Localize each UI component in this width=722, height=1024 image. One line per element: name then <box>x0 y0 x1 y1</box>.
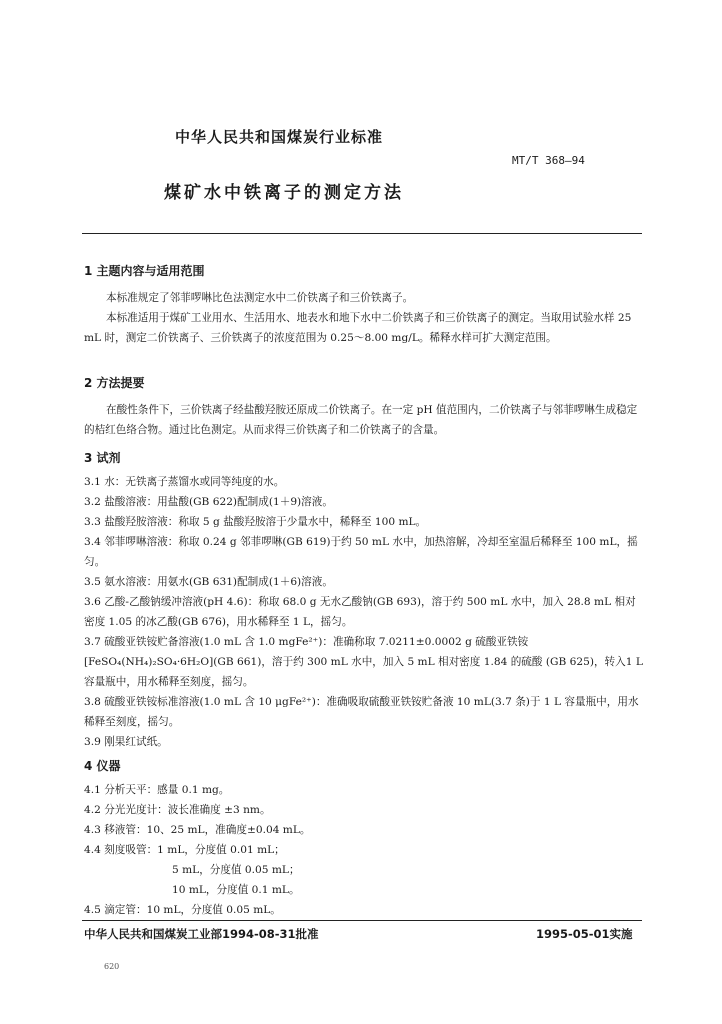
item-4-1: 4.1 分析天平：感量 0.1 mg。 <box>84 784 230 796</box>
item-3-4: 3.4 邻菲啰啉溶液：称取 0.24 g 邻菲啰啉(GB 619)于约 50 mL 水中，加热溶解，冷却至室温后稀释至 100 mL，摇匀。 <box>84 536 638 568</box>
section-4-items <box>84 780 644 920</box>
footer-rule <box>82 920 642 921</box>
implementation-date: 1995-05-01实施 <box>536 927 633 941</box>
item-3-7: 3.7 硫酸亚铁铵贮备溶液(1.0 mL 含 1.0 mgFe²⁺)：准确称取 7.0211±0.0002 g 硫酸亚铁铵 [FeSO₄(NH₄)₂SO₄·6H₂O](GB 661)，溶于约 300 mL 水中，加入 5 mL 相对密度 1.84 的硫酸 (GB 625)，转入1 L容量瓶中，用水稀释至刻度，摇匀。 <box>84 636 643 688</box>
section-2-para-1: 在酸性条件下，三价铁离子经盐酸羟胺还原成二价铁离子。在一定 pH 值范围内，二价铁离子与邻菲啰啉生成稳定的桔红色络合物。通过比色测定。从而求得三价铁离子和二价铁离子的含量。 <box>84 404 638 436</box>
section-2-body <box>84 400 644 440</box>
item-4-2: 4.2 分光光度计：波长准确度 ±3 nm。 <box>84 804 271 816</box>
item-4-5: 4.5 滴定管：10 mL，分度值 0.05 mL。 <box>84 904 281 916</box>
item-3-1: 3.1 水：无铁离子蒸馏水或同等纯度的水。 <box>84 476 285 488</box>
industry-standard-title: 中华人民共和国煤炭行业标准 <box>175 128 384 146</box>
item-4-4-line-3: 10 mL，分度值 0.1 mL。 <box>172 884 300 896</box>
approval-line: 中华人民共和国煤炭工业部1994-08-31批准 <box>84 927 319 941</box>
section-1-para-1: 本标准规定了邻菲啰啉比色法测定水中二价铁离子和三价铁离子。 <box>106 292 414 304</box>
item-4-4-line-2: 5 mL，分度值 0.05 mL； <box>172 864 300 876</box>
item-3-9: 3.9 刚果红试纸。 <box>84 736 168 748</box>
section-4-heading: 4 仪器 <box>84 759 121 773</box>
document-title: 煤矿水中铁离子的测定方法 <box>164 183 404 203</box>
section-1-para-2: 本标准适用于煤矿工业用水、生活用水、地表水和地下水中二价铁离子和三价铁离子的测定。当取用试验水样 25 mL 时，测定二价铁离子、三价铁离子的浓度范围为 0.25～8.00 mg/L。稀释水样可扩大测定范围。 <box>84 312 632 344</box>
section-2-heading: 2 方法提要 <box>84 376 145 390</box>
header-rule <box>82 233 642 234</box>
section-3-items <box>84 472 644 752</box>
section-3-heading: 3 试剂 <box>84 451 121 465</box>
item-3-2: 3.2 盐酸溶液：用盐酸(GB 622)配制成(1＋9)溶液。 <box>84 496 333 508</box>
standard-code: MT/T 368—94 <box>512 154 585 167</box>
page-number: 620 <box>104 962 120 971</box>
item-3-8: 3.8 硫酸亚铁铵标准溶液(1.0 mL 含 10 μgFe²⁺)：准确吸取硫酸亚铁铵贮备液 10 mL(3.7 条)于 1 L 容量瓶中，用水稀释至刻度，摇匀。 <box>84 696 639 728</box>
item-3-6: 3.6 乙酸-乙酸钠缓冲溶液(pH 4.6)：称取 68.0 g 无水乙酸钠(GB 693)，溶于约 500 mL 水中，加入 28.8 mL 相对密度 1.05 的冰乙酸(GB 676)，用水稀释至 1 L，摇匀。 <box>84 596 636 628</box>
item-3-3: 3.3 盐酸羟胺溶液：称取 5 g 盐酸羟胺溶于少量水中，稀释至 100 mL。 <box>84 516 427 528</box>
item-4-3: 4.3 移液管：10、25 mL，准确度±0.04 mL。 <box>84 824 311 836</box>
section-1-heading: 1 主题内容与适用范围 <box>84 264 205 278</box>
item-4-4: 4.4 刻度吸管：1 mL，分度值 0.01 mL； <box>84 844 285 856</box>
item-3-5: 3.5 氨水溶液：用氨水(GB 631)配制成(1＋6)溶液。 <box>84 576 333 588</box>
section-1-body <box>84 288 644 348</box>
